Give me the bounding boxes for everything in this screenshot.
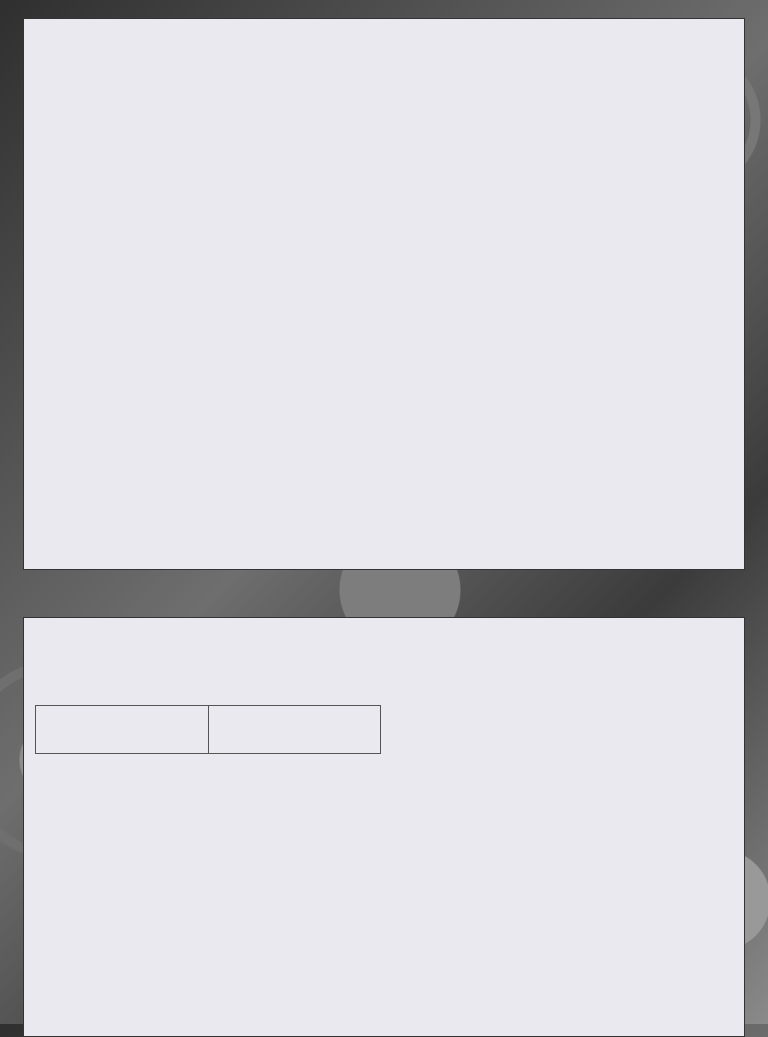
mw-left-header-weight <box>208 706 381 754</box>
molecular-weight-panel <box>23 617 745 1037</box>
mw-left-header-gas <box>36 706 209 754</box>
constants-panel <box>23 18 745 570</box>
mw-left-table <box>35 705 381 754</box>
